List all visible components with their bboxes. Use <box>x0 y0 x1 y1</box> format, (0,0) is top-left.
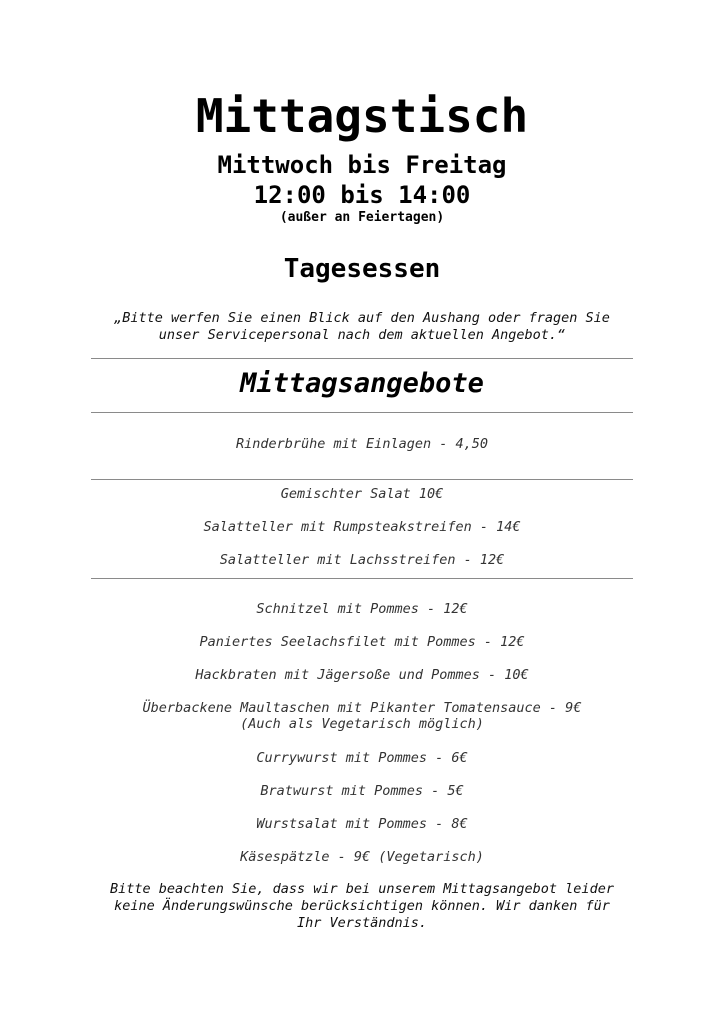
daily-note-line: „Bitte werfen Sie einen Blick auf den Aushang oder fragen Sie <box>114 310 610 326</box>
page-title: Mittagstisch <box>195 89 529 143</box>
divider <box>91 578 633 579</box>
opening-days: Mittwoch bis Freitag <box>217 151 507 179</box>
holiday-exception: (außer an Feiertagen) <box>279 210 445 225</box>
menu-item-main: Überbackene Maultaschen mit Pikanter Tomatensauce - 9€ <box>142 700 582 716</box>
menu-item-main: Käsespätzle - 9€ (Vegetarisch) <box>240 849 484 865</box>
divider <box>91 358 633 359</box>
offers-heading: Mittagsangebote <box>240 368 484 399</box>
footer-line: keine Änderungswünsche berücksichtigen können. Wir danken für <box>114 898 610 914</box>
daily-special-note <box>84 310 640 344</box>
divider <box>91 479 633 480</box>
footer-line: Bitte beachten Sie, dass wir bei unserem Mittagsangebot leider <box>110 881 614 897</box>
menu-item-salad: Salatteller mit Rumpsteakstreifen - 14€ <box>203 519 521 535</box>
menu-item-salad: Gemischter Salat 10€ <box>280 486 444 502</box>
menu-item-main: Schnitzel mit Pommes - 12€ <box>256 601 468 617</box>
footer-line: Ihr Verständnis. <box>296 915 428 931</box>
daily-special-heading: Tagesessen <box>283 254 441 284</box>
menu-item-main: Paniertes Seelachsfilet mit Pommes - 12€ <box>199 634 525 650</box>
menu-item-soup: Rinderbrühe mit Einlagen - 4,50 <box>236 436 488 452</box>
divider <box>91 412 633 413</box>
menu-item-main: Wurstsalat mit Pommes - 8€ <box>256 816 468 832</box>
menu-item-note: (Auch als Vegetarisch möglich) <box>240 716 484 732</box>
daily-note-line: unser Servicepersonal nach dem aktuellen Angebot.“ <box>158 327 566 343</box>
menu-item-main: Hackbraten mit Jägersoße und Pommes - 10€ <box>195 667 529 683</box>
footer-note <box>80 881 644 932</box>
opening-hours: 12:00 bis 14:00 <box>253 181 471 209</box>
menu-item-main: Bratwurst mit Pommes - 5€ <box>260 783 464 799</box>
menu-item-salad: Salatteller mit Lachsstreifen - 12€ <box>219 552 505 568</box>
menu-item-main: Currywurst mit Pommes - 6€ <box>256 750 468 766</box>
